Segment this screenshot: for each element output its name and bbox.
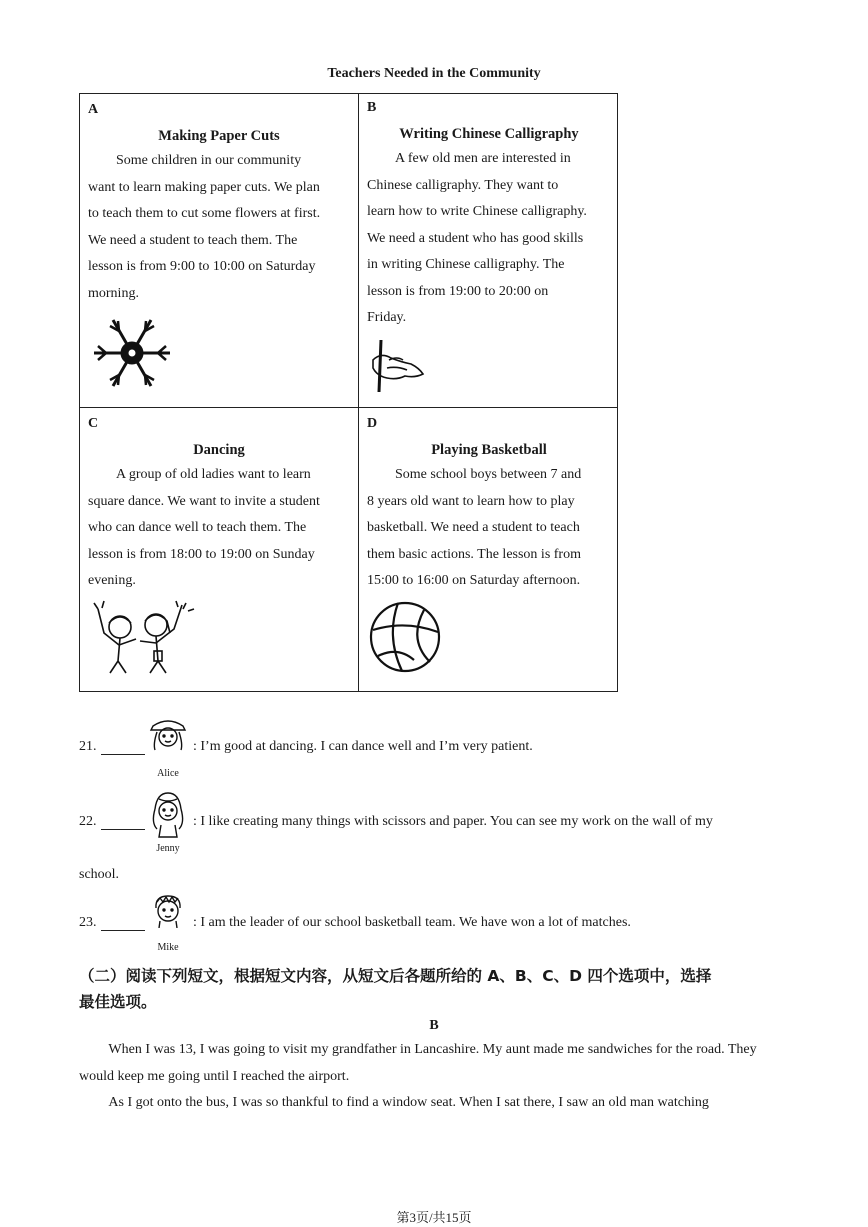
- student-name: Jenny: [156, 843, 180, 854]
- ad-heading: Playing Basketball: [431, 442, 547, 458]
- ad-body: [367, 462, 611, 595]
- ad-line: to teach them to cut some flowers at first.: [88, 206, 321, 221]
- ad-heading: Making Paper Cuts: [158, 128, 280, 144]
- ad-body: [367, 146, 611, 332]
- ad-line: We need a student to teach them. The: [88, 232, 298, 248]
- ad-line: lesson is from 18:00 to 19:00 on Sunday: [88, 546, 315, 562]
- alice-avatar-icon: [147, 718, 189, 752]
- ad-line: Some children in our community: [116, 153, 302, 168]
- table-divider-horizontal: [80, 407, 617, 408]
- ad-line: square dance. We want to invite a student: [88, 493, 320, 509]
- question-text: : I’m good at dancing. I can dance well and I’m very patient.: [193, 739, 533, 754]
- question-number: 23.: [79, 915, 97, 930]
- ad-cell-b: [367, 98, 611, 332]
- answer-blank[interactable]: [101, 829, 145, 830]
- section-instructions: [79, 963, 799, 1015]
- ad-letter: D: [367, 416, 378, 431]
- ad-line: learn how to write Chinese calligraphy.: [367, 204, 587, 219]
- student-name: Alice: [157, 768, 179, 779]
- question-22: [79, 813, 799, 883]
- ad-line: Friday.: [367, 310, 407, 325]
- mike-avatar-icon: [147, 894, 189, 928]
- ad-line: Chinese calligraphy. They want to: [367, 177, 559, 193]
- ad-letter: B: [367, 100, 377, 115]
- table-divider-vertical: [358, 94, 359, 691]
- dancing-people-icon: [90, 599, 200, 675]
- ad-cell-a: [88, 100, 350, 307]
- passage-paragraph: When I was 13, I was going to visit my grandfather in Lancashire. My aunt made me sandwiches for the road. They would keep me going until I reached the airport.: [79, 1042, 757, 1084]
- question-text: : I like creating many things with scissors and paper. You can see my work on the wall of my: [193, 814, 713, 829]
- passage-letter: B: [429, 1018, 439, 1033]
- ad-body: [88, 148, 350, 307]
- question-21: [79, 738, 779, 778]
- ad-letter: A: [88, 102, 99, 117]
- ads-table: [79, 93, 618, 692]
- question-number: 21.: [79, 739, 97, 754]
- ad-heading: Writing Chinese Calligraphy: [399, 126, 579, 142]
- answer-blank[interactable]: [101, 930, 145, 931]
- section-instructions-line: （二）阅读下列短文，根据短文内容，从短文后各题所给的 A、B、C、D 四个选项中，选择: [79, 967, 712, 985]
- snowflake-papercut-icon: [88, 314, 176, 392]
- ad-cell-c: [88, 414, 350, 595]
- ad-line: want to learn making paper cuts. We plan: [88, 179, 320, 195]
- ad-line: who can dance well to teach them. The: [88, 520, 307, 535]
- question-number: 22.: [79, 814, 97, 829]
- jenny-avatar-icon: [147, 789, 189, 839]
- question-23: [79, 914, 779, 954]
- passage-paragraph: As I got onto the bus, I was so thankful to find a window seat. When I sat there, I saw an old man watching: [108, 1095, 709, 1110]
- passage-title: Teachers Needed in the Community: [327, 66, 541, 81]
- hand-holding-brush-icon: [367, 338, 429, 394]
- ad-line: morning.: [88, 285, 139, 301]
- ad-line: lesson is from 9:00 to 10:00 on Saturday: [88, 259, 316, 274]
- ad-line: 15:00 to 16:00 on Saturday afternoon.: [367, 573, 581, 588]
- ad-letter: C: [88, 416, 99, 431]
- ad-body: [88, 462, 350, 595]
- ad-line: lesson is from 19:00 to 20:00 on: [367, 283, 549, 299]
- ad-cell-d: [367, 414, 611, 595]
- ad-line: them basic actions. The lesson is from: [367, 546, 581, 562]
- ad-line: A few old men are interested in: [395, 151, 571, 166]
- ad-line: basketball. We need a student to teach: [367, 520, 580, 535]
- ad-line: We need a student who has good skills: [367, 230, 584, 246]
- ad-line: Some school boys between 7 and: [395, 467, 582, 482]
- student-name: Mike: [157, 942, 179, 953]
- ad-line: evening.: [88, 573, 136, 588]
- ad-line: 8 years old want to learn how to play: [367, 493, 575, 509]
- ad-heading: Dancing: [193, 442, 245, 458]
- answer-blank[interactable]: [101, 754, 145, 755]
- ad-line: in writing Chinese calligraphy. The: [367, 257, 565, 272]
- page-footer: 第3页/共15页: [396, 1210, 472, 1225]
- question-text-continued: school.: [79, 867, 120, 882]
- basketball-icon: [368, 600, 442, 674]
- section-instructions-line: 最佳选项。: [79, 993, 157, 1011]
- question-text: : I am the leader of our school basketball team. We have won a lot of matches.: [193, 915, 631, 930]
- ad-line: A group of old ladies want to learn: [116, 467, 311, 482]
